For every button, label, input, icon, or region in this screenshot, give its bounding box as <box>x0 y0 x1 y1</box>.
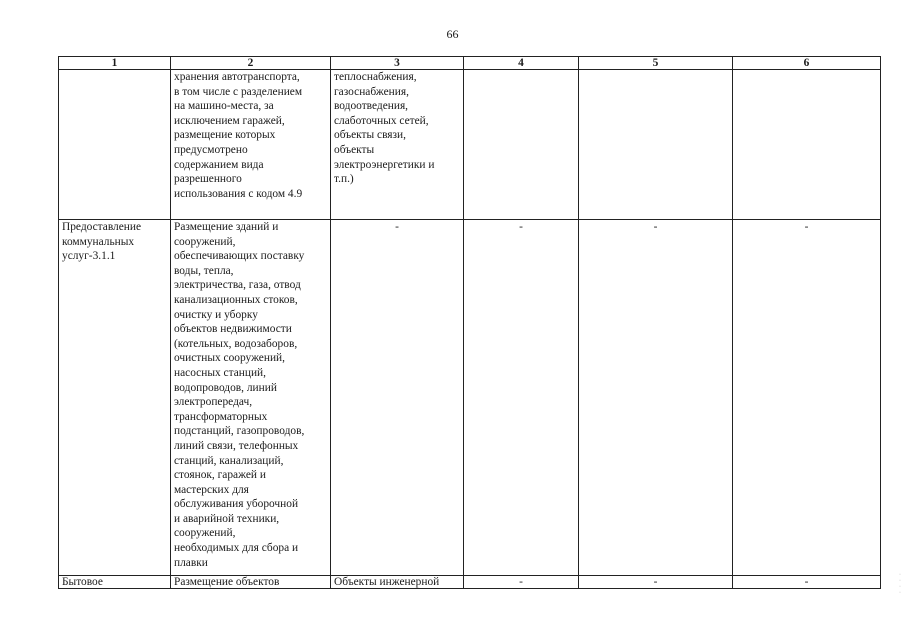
cell-auxiliary-use <box>331 220 464 576</box>
table-row <box>59 220 881 576</box>
regulations-table <box>58 56 881 589</box>
cell-text-line: разрешенного <box>174 173 242 186</box>
cell-text-line: Объекты инженерной <box>334 576 440 588</box>
cell-text-line: сооружений, <box>174 235 236 248</box>
empty-dash: - <box>395 221 399 233</box>
empty-dash: - <box>804 221 809 233</box>
cell-text-line: размещение которых <box>174 129 276 142</box>
cell-text-line: содержанием вида <box>174 158 264 171</box>
empty-dash: - <box>519 576 523 588</box>
empty-dash: - <box>804 576 809 588</box>
empty-dash: - <box>653 221 658 233</box>
cell-text-line: Предоставление <box>62 221 142 233</box>
cell-text-line: т.п.) <box>334 173 354 186</box>
cell-text-line: в том числе с разделением <box>174 85 303 98</box>
cell-text-line: на машино-места, за <box>174 100 274 113</box>
cell-permitted-use <box>59 220 171 576</box>
cell-text-line: электропередач, <box>174 396 253 409</box>
column-header-3: 3 <box>331 57 464 70</box>
cell-text-line: воды, тепла, <box>174 264 234 277</box>
cell-text-line: электроэнергетики и <box>334 158 435 171</box>
cell-text-line: мастерских для <box>174 483 249 496</box>
table-header-row <box>59 57 881 70</box>
cell-text-line: трансформаторных <box>174 410 268 423</box>
cell-permitted-use <box>59 70 171 220</box>
column-header-5: 5 <box>579 57 733 70</box>
cell-text-line: плавки <box>174 556 208 569</box>
cell-col6 <box>733 70 881 220</box>
cell-text-line: водопроводов, линий <box>174 381 277 394</box>
cell-text-line: Бытовое <box>62 576 103 588</box>
cell-text-line: линий связи, телефонных <box>174 439 299 452</box>
cell-text-line: насосных станций, <box>174 366 266 379</box>
cell-col6 <box>733 576 881 589</box>
cell-text-line: (котельных, водозаборов, <box>174 337 298 350</box>
cell-text-line: предусмотрено <box>174 143 248 156</box>
cell-col6 <box>733 220 881 576</box>
cell-text-line: обеспечивающих поставку <box>174 250 305 263</box>
column-header-2: 2 <box>171 57 331 70</box>
cell-text-line: объекты связи, <box>334 129 406 142</box>
cell-col5 <box>579 576 733 589</box>
cell-text-line: необходимых для сбора и <box>174 542 299 555</box>
cell-text-line: и аварийной техники, <box>174 512 280 525</box>
cell-text-line: коммунальных <box>62 235 135 248</box>
cell-text-line: хранения автотранспорта, <box>174 71 300 83</box>
column-header-1: 1 <box>59 57 171 70</box>
cell-text-line: станций, канализаций, <box>174 454 284 467</box>
cell-permitted-use <box>59 576 171 589</box>
cell-text-line: объекты <box>334 143 375 156</box>
cell-auxiliary-use <box>331 576 464 589</box>
cell-col4 <box>464 70 579 220</box>
cell-col5 <box>579 220 733 576</box>
table-row <box>59 70 881 220</box>
column-header-4: 4 <box>464 57 579 70</box>
cell-text-line: канализационных стоков, <box>174 293 298 306</box>
empty-dash: - <box>519 221 523 233</box>
cell-col4 <box>464 576 579 589</box>
cell-description <box>171 576 331 589</box>
cell-description <box>171 220 331 576</box>
scan-edge-mark: · · · · <box>899 572 901 596</box>
cell-text-line: сооружений, <box>174 527 236 540</box>
cell-text-line: обслуживания уборочной <box>174 498 299 511</box>
cell-text-line: электричества, газа, отвод <box>174 279 301 292</box>
table-row <box>59 576 881 589</box>
cell-text-line: исключением гаражей, <box>174 114 285 127</box>
cell-text-line: Размещение зданий и <box>174 221 279 233</box>
cell-text-line: услуг-3.1.1 <box>62 250 116 263</box>
page-number: 66 <box>446 27 459 41</box>
cell-text-line: водоотведения, <box>334 100 409 113</box>
cell-text-line: стоянок, гаражей и <box>174 469 266 482</box>
cell-text-line: использования с кодом 4.9 <box>174 187 303 200</box>
cell-text-line: слаботочных сетей, <box>334 114 429 127</box>
cell-text-line: очистных сооружений, <box>174 352 285 365</box>
cell-text-line: теплоснабжения, <box>334 71 417 83</box>
cell-text-line: очистку и уборку <box>174 308 258 321</box>
cell-text-line: объектов недвижимости <box>174 323 292 336</box>
cell-auxiliary-use <box>331 70 464 220</box>
cell-text-line: Размещение объектов <box>174 576 280 588</box>
empty-dash: - <box>653 576 658 588</box>
cell-description <box>171 70 331 220</box>
cell-text-line: подстанций, газопроводов, <box>174 425 305 438</box>
cell-col4 <box>464 220 579 576</box>
cell-col5 <box>579 70 733 220</box>
cell-text-line: газоснабжения, <box>334 85 409 98</box>
column-header-6: 6 <box>733 57 881 70</box>
